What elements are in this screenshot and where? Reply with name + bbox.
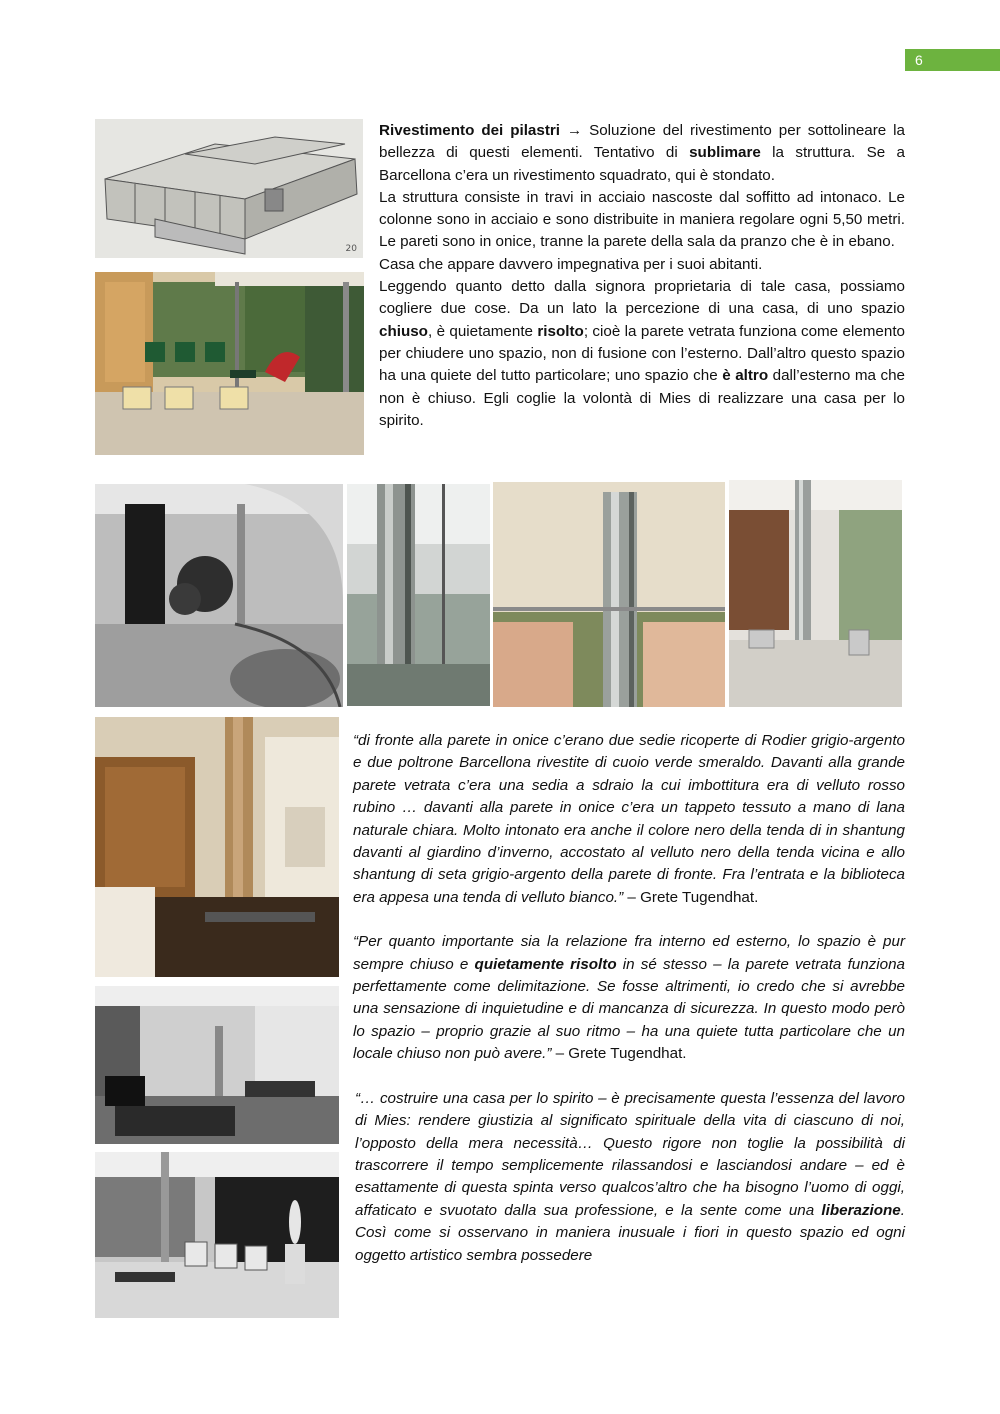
page-number-badge: 6 [905, 49, 1000, 71]
quote-2-text: in sé stesso – la parete vetrata funziona perfettamente come delimitazione. Se fosse altrimenti, io credo che si avrebbe una sensazione di inquietudine e di mancanza di sicurezza. In questo modo però lo spazio – proprio grazie al suo ritmo – ha una quiete tutta particolare che un locale chiuso non può avere.” [353, 955, 905, 1063]
quote-spacer [353, 909, 905, 931]
chairs-sculpture-bw-photo [95, 1152, 339, 1318]
arrow-right-icon: → [566, 122, 583, 139]
quote-1 [353, 730, 905, 909]
intro-paragraph-4 [379, 276, 905, 432]
quote-2-emphasis: quietamente risolto [474, 955, 617, 973]
quote-2 [353, 931, 905, 1065]
quote-3-emphasis: liberazione [821, 1201, 901, 1219]
quote-3-text: . Così come si osservano in maniera inusuale i fiori in questo spazio ed ogni oggetto artistico sembra possedere [355, 1201, 905, 1264]
quote-2-text: “Per quanto importante sia la relazione fra interno ed esterno, lo spazio è pur sempre chiuso e [353, 933, 905, 973]
column-glass-photo [347, 484, 490, 706]
intro-emphasis: risolto [537, 322, 584, 340]
intro-text-segment: ; cioè la parete vetrata funziona come elemento per chiudere uno spazio, non di fusione con l’esterno. Dall’altro questo spazio ha una quiete del tutto particolare; uno spazio che [379, 322, 905, 385]
quote-1-author: – Grete Tugendhat. [623, 888, 759, 906]
intro-text-segment: dall’esterno ma che non è chiuso. Egli coglie la volontà di Mies di realizzare una casa per lo spirito. [379, 367, 906, 429]
quote-3 [353, 1088, 905, 1267]
intro-text-segment: , è quietamente [427, 322, 538, 340]
gallery-corridor-photo [729, 480, 902, 707]
intro-emphasis: sublimare [689, 144, 761, 162]
quote-2-author: – Grete Tugendhat. [551, 1045, 687, 1063]
intro-paragraph-2: La struttura consiste in travi in acciaio nascoste dal soffitto ad intonaco. Le colonne sono in acciaio e sono distribuite in maniera regolare ogni 5,50 metri. Le pareti sono in onice, tranne la parete della sala da pranzo che è in ebano. [379, 188, 905, 251]
intro-emphasis: chiuso [379, 322, 428, 340]
intro-title: Rivestimento dei pilastri [379, 122, 561, 139]
living-room-color-photo [95, 272, 364, 455]
quote-3-text: “… costruire una casa per lo spirito – è precisamente questa l’essenza del lavoro di Mies: rendere giustizia al significato spirituale della vita di ciascuno di noi, l’opposto della mera necessità… Questo rigore non toglie la possibilità di trascorrere il tempo semplicemente rilassandosi e lasciandosi andare – ed è esattamente di questa spinta verso qualcos’altro che ha bisogno l’uomo di oggi, affaticato e svuotato dalla sua professione, e la sente come una [355, 1089, 905, 1219]
intro-emphasis: è altro [722, 367, 769, 385]
onyx-wall-color-photo [95, 717, 339, 977]
quote-1-text: “di fronte alla parete in onice c’erano due sedie ricoperte di Rodier grigio-argento e due poltrone Barcellona rivestite di cuoio verde smeraldo. Davanti alla grande parete vetrata c’era una sedia a sdraio la cui imbottitura era di velluto rosso rubino … davanti alla parete in onice c’era un tappeto tessuto a mano di lana naturale chiara. Molto intonato era anche il colore nero della tenda di in shantung davanti al giardino d’inverno, accostato al velluto nero della tenda vicina e allo shantung di seta grigio-argento della parete di fronte. Fra l’entrata e la biblioteca era appesa una tenda di velluto bianco.” [353, 732, 905, 906]
quotes-column [353, 730, 905, 1267]
piano-room-bw-photo [95, 986, 339, 1144]
intro-text-segment: Soluzione del rivestimento per sottolineare la bellezza di questi elementi. Tentativo di [379, 122, 905, 162]
intro-text-segment: Leggendo quanto detto dalla signora proprietaria di tale casa, possiamo cogliere due cose. Da un lato la percezione di una casa, di uno spazio [379, 278, 905, 318]
villa-sketch-image [95, 119, 363, 258]
sketch-caption: 20 [345, 244, 357, 254]
quote-spacer [353, 1066, 905, 1088]
intro-text [379, 120, 905, 432]
intro-text-segment: la struttura. Se a Barcellona c’era un rivestimento squadrato, qui è stondato. [379, 144, 905, 184]
entrance-bw-photo [95, 484, 343, 707]
intro-paragraph-3: Casa che appare davvero impegnativa per i suoi abitanti. [379, 255, 763, 273]
intro-paragraph-1 [379, 120, 905, 187]
column-curtain-photo [493, 482, 725, 707]
